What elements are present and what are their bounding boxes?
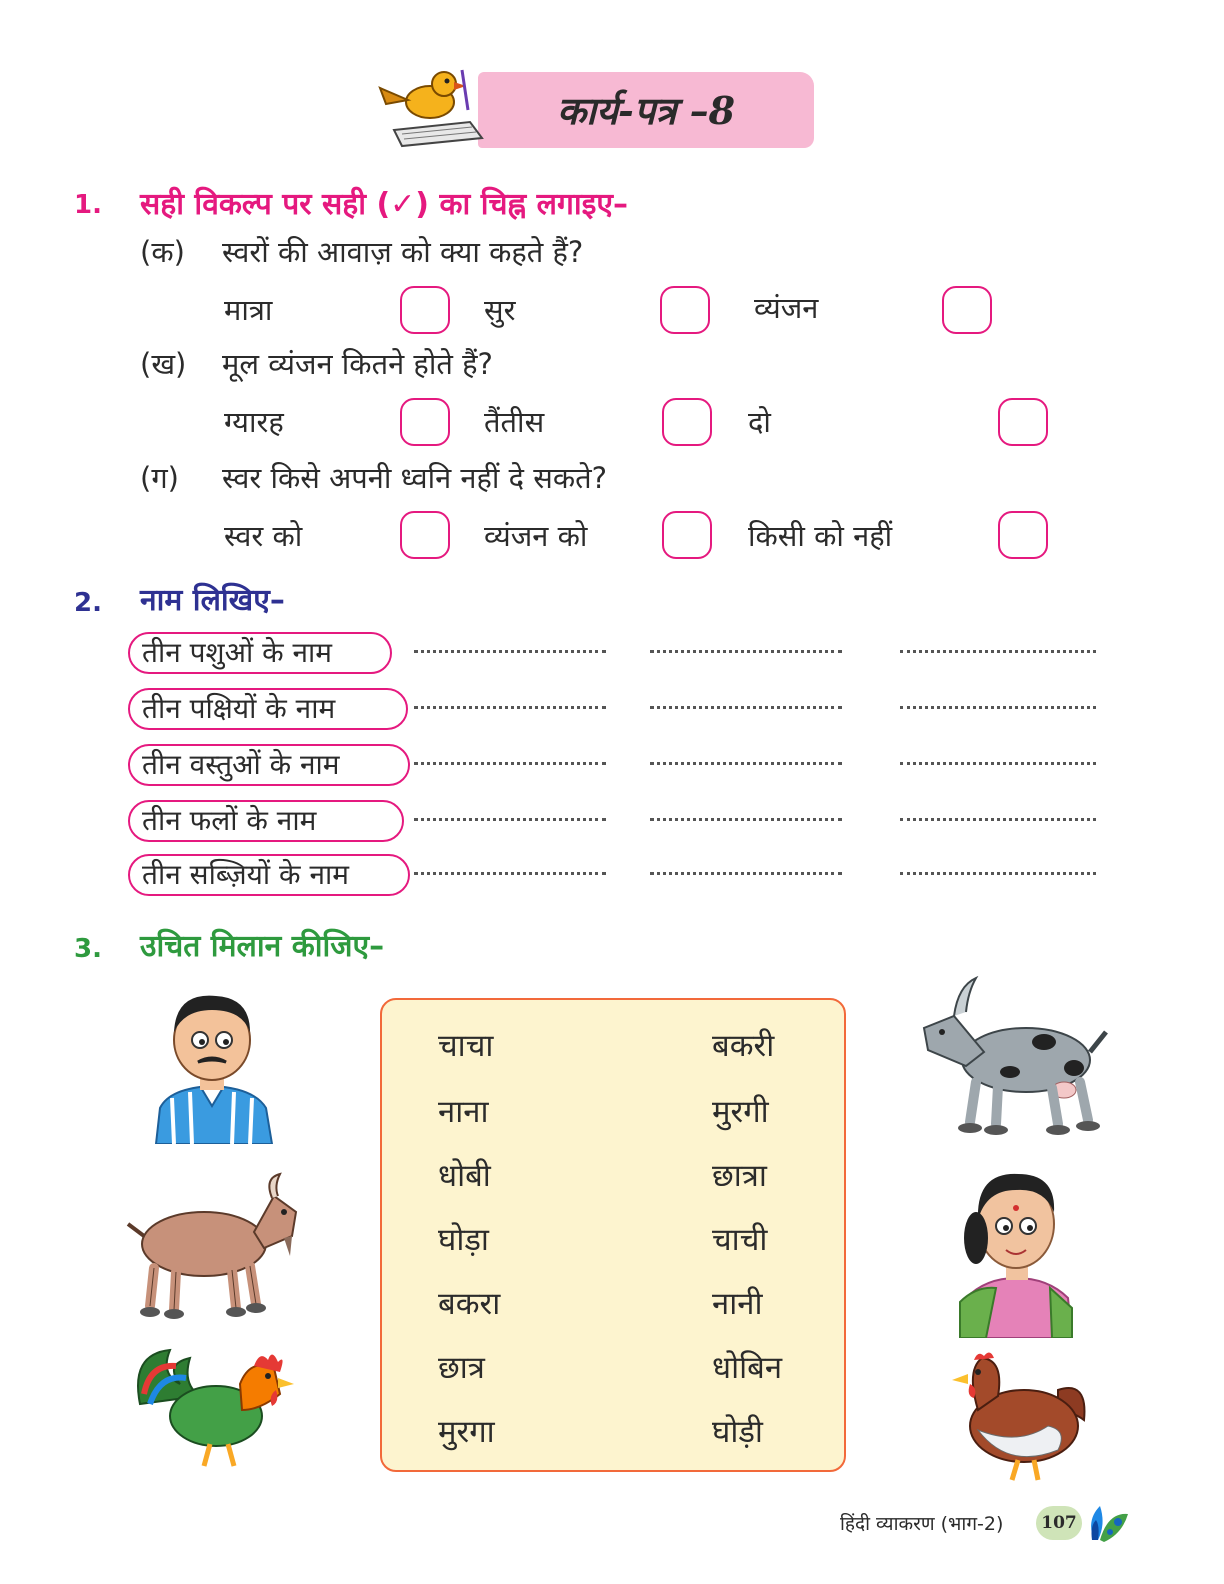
match-right-word[interactable]: बकरी	[712, 1028, 775, 1064]
q2-heading: नाम लिखिए–	[140, 583, 285, 618]
goat-illustration	[124, 1172, 304, 1320]
q1c-option-3: किसी को नहीं	[748, 519, 893, 553]
q1-number: 1.	[74, 190, 102, 220]
page-number: 107	[1036, 1506, 1082, 1540]
q3-heading: उचित मिलान कीजिए–	[140, 929, 385, 964]
q1a-option-2: सुर	[484, 293, 516, 327]
q1a-option-1: मात्रा	[224, 293, 273, 327]
q1c-checkbox-1[interactable]	[400, 511, 450, 559]
q1c-checkbox-3[interactable]	[998, 511, 1048, 559]
match-left-word[interactable]: छात्र	[438, 1350, 485, 1386]
match-left-word[interactable]: बकरा	[438, 1286, 501, 1322]
woman-illustration	[956, 1168, 1076, 1338]
match-left-word[interactable]: घोड़ा	[438, 1222, 489, 1258]
answer-line[interactable]	[414, 868, 606, 875]
match-left-word[interactable]: मुरगा	[438, 1414, 495, 1450]
match-left-word[interactable]: धोबी	[438, 1158, 491, 1194]
q1b-checkbox-3[interactable]	[998, 398, 1048, 446]
match-left-word[interactable]: नाना	[438, 1094, 489, 1130]
q1a-question: स्वरों की आवाज़ को क्या कहते हैं?	[222, 235, 584, 269]
match-right-word[interactable]: नानी	[712, 1286, 763, 1322]
q1c-label: (ग)	[140, 461, 179, 495]
answer-line[interactable]	[650, 646, 842, 653]
match-right-word[interactable]: छात्रा	[712, 1158, 767, 1194]
answer-line[interactable]	[900, 758, 1096, 765]
answer-line[interactable]	[650, 868, 842, 875]
rooster-illustration	[130, 1344, 298, 1470]
answer-line[interactable]	[650, 814, 842, 821]
q1-heading: सही विकल्प पर सही (✓) का चिह्न लगाइए–	[140, 187, 628, 222]
q1b-question: मूल व्यंजन कितने होते हैं?	[222, 347, 493, 381]
match-right-word[interactable]: धोबिन	[712, 1350, 783, 1386]
q1c-option-2: व्यंजन को	[484, 519, 588, 553]
match-left-word[interactable]: चाचा	[438, 1028, 494, 1064]
q1a-checkbox-2[interactable]	[660, 286, 710, 334]
q2-row-label: तीन पक्षियों के नाम	[128, 688, 408, 730]
hen-illustration	[938, 1350, 1088, 1486]
q2-number: 2.	[74, 588, 102, 618]
match-right-word[interactable]: घोड़ी	[712, 1414, 763, 1450]
answer-line[interactable]	[900, 702, 1096, 709]
q1c-option-1: स्वर को	[224, 519, 303, 553]
man-illustration	[150, 988, 276, 1144]
q2-row-label: तीन पशुओं के नाम	[128, 632, 392, 674]
q1c-checkbox-2[interactable]	[662, 511, 712, 559]
answer-line[interactable]	[650, 758, 842, 765]
answer-line[interactable]	[414, 758, 606, 765]
q1b-checkbox-1[interactable]	[400, 398, 450, 446]
q1b-option-1: ग्यारह	[224, 405, 284, 439]
q1a-checkbox-3[interactable]	[942, 286, 992, 334]
answer-line[interactable]	[900, 646, 1096, 653]
answer-line[interactable]	[414, 814, 606, 821]
q1b-label: (ख)	[140, 347, 187, 381]
q1a-label: (क)	[140, 235, 185, 269]
q1b-option-3: दो	[748, 405, 771, 439]
answer-line[interactable]	[650, 702, 842, 709]
q2-row-label: तीन वस्तुओं के नाम	[128, 744, 410, 786]
q3-number: 3.	[74, 934, 102, 964]
answer-line[interactable]	[414, 702, 606, 709]
q1a-checkbox-1[interactable]	[400, 286, 450, 334]
answer-line[interactable]	[414, 646, 606, 653]
answer-line[interactable]	[900, 868, 1096, 875]
q1b-option-2: तैंतीस	[484, 405, 545, 439]
book-title: हिंदी व्याकरण (भाग-2)	[840, 1513, 1004, 1535]
q1b-checkbox-2[interactable]	[662, 398, 712, 446]
answer-line[interactable]	[900, 814, 1096, 821]
bird-writing-icon	[372, 60, 492, 150]
match-right-word[interactable]: चाची	[712, 1222, 768, 1258]
match-right-word[interactable]: मुरगी	[712, 1094, 769, 1130]
she-goat-illustration	[914, 972, 1110, 1144]
worksheet-title: कार्य-पत्र –8	[556, 88, 736, 133]
peacock-icon	[1080, 1496, 1136, 1548]
q1c-question: स्वर किसे अपनी ध्वनि नहीं दे सकते?	[222, 461, 608, 495]
q1a-option-3: व्यंजन	[754, 291, 819, 325]
q2-row-label: तीन फलों के नाम	[128, 800, 404, 842]
q2-row-label: तीन सब्ज़ियों के नाम	[128, 854, 410, 896]
